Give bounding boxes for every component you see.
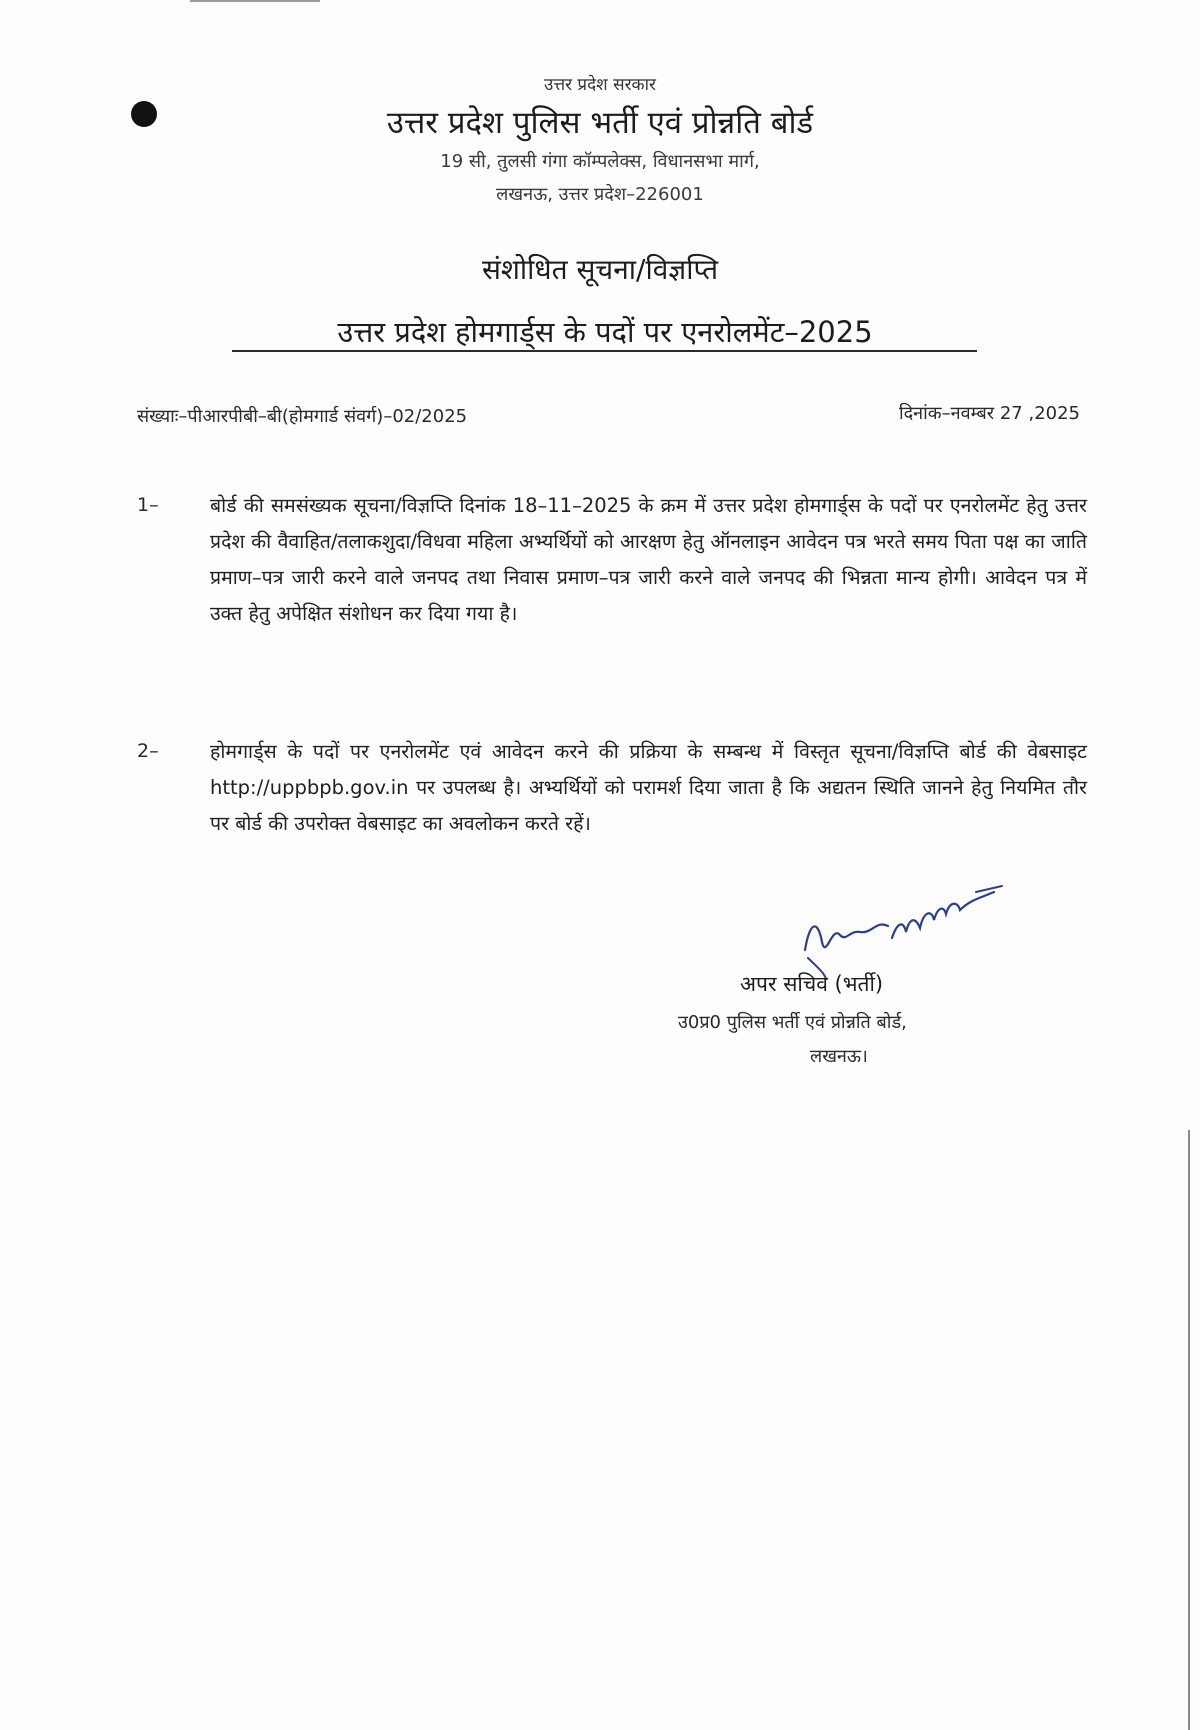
board-name: उत्तर प्रदेश पुलिस भर्ती एवं प्रोन्नति बोर्ड [386, 105, 814, 141]
signatory-city: लखनऊ। [810, 1046, 868, 1067]
punch-hole-mark [131, 101, 157, 127]
notice-date: दिनांक–नवम्बर 27 ,2025 [898, 403, 1080, 424]
signatory-organization: उ0प्र0 पुलिस भर्ती एवं प्रोन्नति बोर्ड, [678, 1012, 907, 1033]
subject-underline [232, 350, 977, 352]
paragraph-text: होमगार्ड्स के पदों पर एनरोलमेंट एवं आवेदन करने की प्रक्रिया के सम्बन्ध में विस्तृत सूचना/विज्ञप्ति बोर्ड की वेबसाइट http://uppbpb.gov.in पर उपलब्ध है। अभ्यर्थियों को परामर्श दिया जाता है कि अद्यतन स्थिति जानने हेतु नियमित तौर पर बोर्ड की उपरोक्त वेबसाइट का अवलोकन करते रहें। [210, 740, 1087, 835]
signatory-designation: अपर सचिव (भर्ती) [740, 972, 884, 996]
government-header: उत्तर प्रदेश सरकार [544, 75, 656, 95]
reference-number: संख्याः–पीआरपीबी–बी(होमगार्ड संवर्ग)–02/2025 [137, 406, 468, 427]
paragraph-text: बोर्ड की समसंख्यक सूचना/विज्ञप्ति दिनांक 18–11–2025 के क्रम में उत्तर प्रदेश होमगार्ड्स के पदों पर एनरोलमेंट हेतु उत्तर प्रदेश की वैवाहित/तलाकशुदा/विधवा महिला अभ्यर्थियों को आरक्षण हेतु ऑनलाइन आवेदन पत्र भरते समय पिता पक्ष का जाति प्रमाण–पत्र जारी करने वाले जनपद तथा निवास प्रमाण–पत्र जारी करने वाले जनपद की भिन्नता मान्य होगी। आवेदन पत्र में उक्त हेतु अपेक्षित संशोधन कर दिया गया है। [210, 494, 1087, 625]
scan-edge-line [1188, 1130, 1190, 1730]
scan-top-rule [190, 0, 320, 2]
paragraph-number: 2– [137, 740, 159, 762]
paragraph-number: 1– [137, 494, 159, 516]
notice-subject: उत्तर प्रदेश होमगार्ड्स के पदों पर एनरोलमेंट–2025 [337, 315, 873, 349]
handwritten-signature [780, 880, 1020, 980]
address-line-2: लखनऊ, उत्तर प्रदेश–226001 [496, 184, 704, 205]
notice-title: संशोधित सूचना/विज्ञप्ति [481, 253, 719, 286]
address-line-1: 19 सी, तुलसी गंगा कॉम्पलेक्स, विधानसभा मार्ग, [440, 151, 760, 172]
